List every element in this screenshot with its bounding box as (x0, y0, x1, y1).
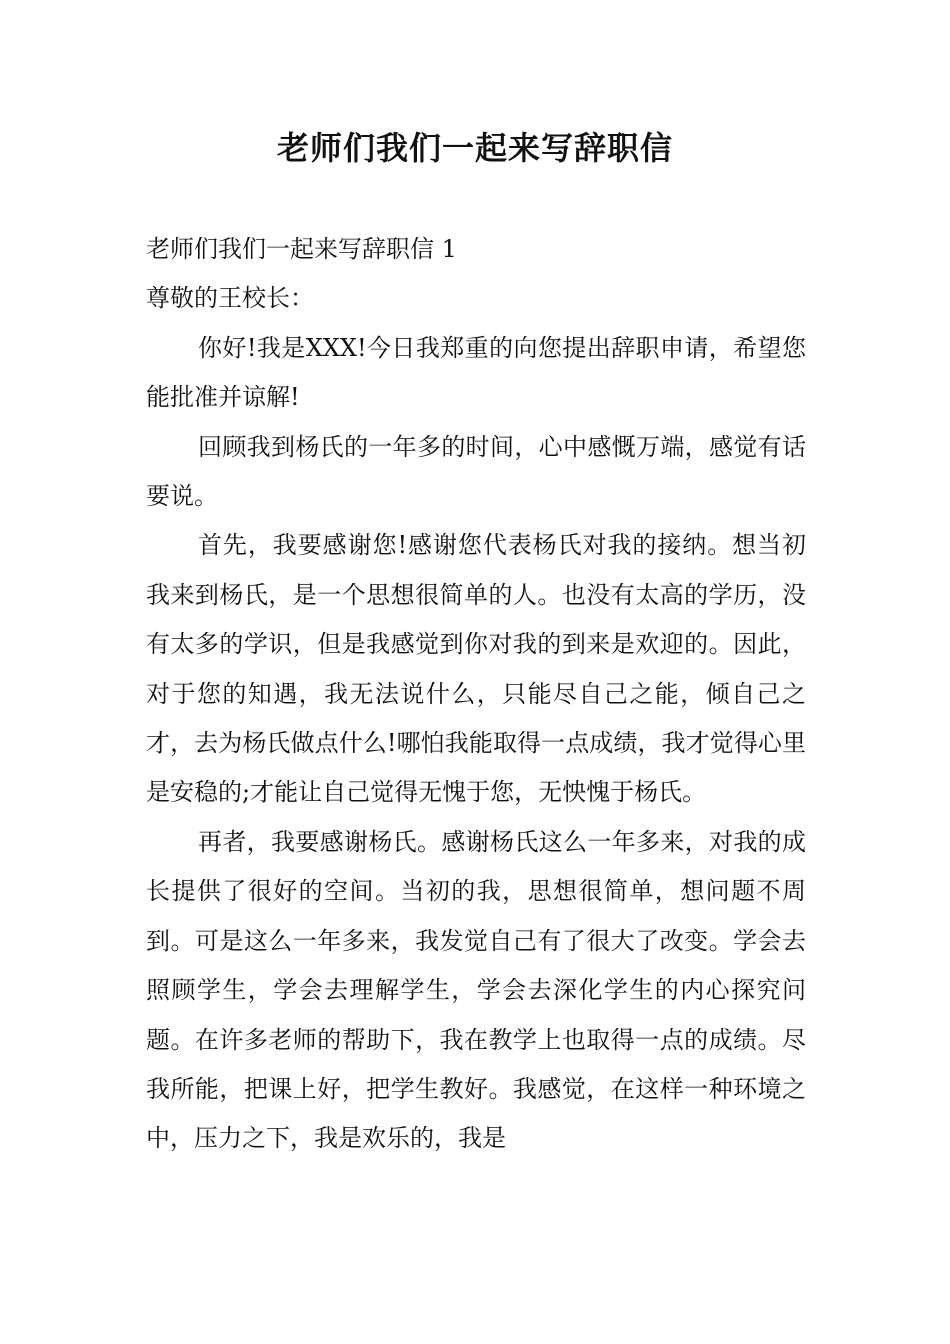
document-subtitle: 老师们我们一起来写辞职信 1 (146, 235, 457, 263)
paragraph-thanks-school: 再者，我要感谢杨氏。感谢杨氏这么一年多来，对我的成长提供了很好的空间。当初的我，思想很简单，想问题不周到。可是这么一年多来，我发觉自己有了很大了改变。学会去照顾学生，学会去理解学生，学会去深化学生的内心探究问题。在许多老师的帮助下，我在教学上也取得一点的成绩。尽我所能，把课上好，把学生教好。我感觉，在这样一种环境之中，压力之下，我是欢乐的，我是 (146, 827, 806, 1153)
paragraph-thanks-principal: 首先，我要感谢您!感谢您代表杨氏对我的接纳。想当初我来到杨氏，是一个思想很简单的人。也没有太高的学历，没有太多的学识，但是我感觉到你对我的到来是欢迎的。因此，对于您的知遇，我无法说什么，只能尽自己之能，倾自己之才，去为杨氏做点什么!哪怕我能取得一点成绩，我才觉得心里是安稳的;才能让自己觉得无愧于您，无怏愧于杨氏。 (146, 531, 806, 807)
document-title: 老师们我们一起来写辞职信 (276, 129, 673, 167)
paragraph-greeting: 你好!我是XXX!今日我郑重的向您提出辞职申请，希望您能批准并谅解! (146, 333, 806, 412)
document-body (146, 225, 806, 1164)
salutation: 尊敬的王校长： (146, 284, 314, 313)
paragraph-review: 回顾我到杨氏的一年多的时间，心中感慨万端，感觉有话要说。 (146, 432, 806, 511)
